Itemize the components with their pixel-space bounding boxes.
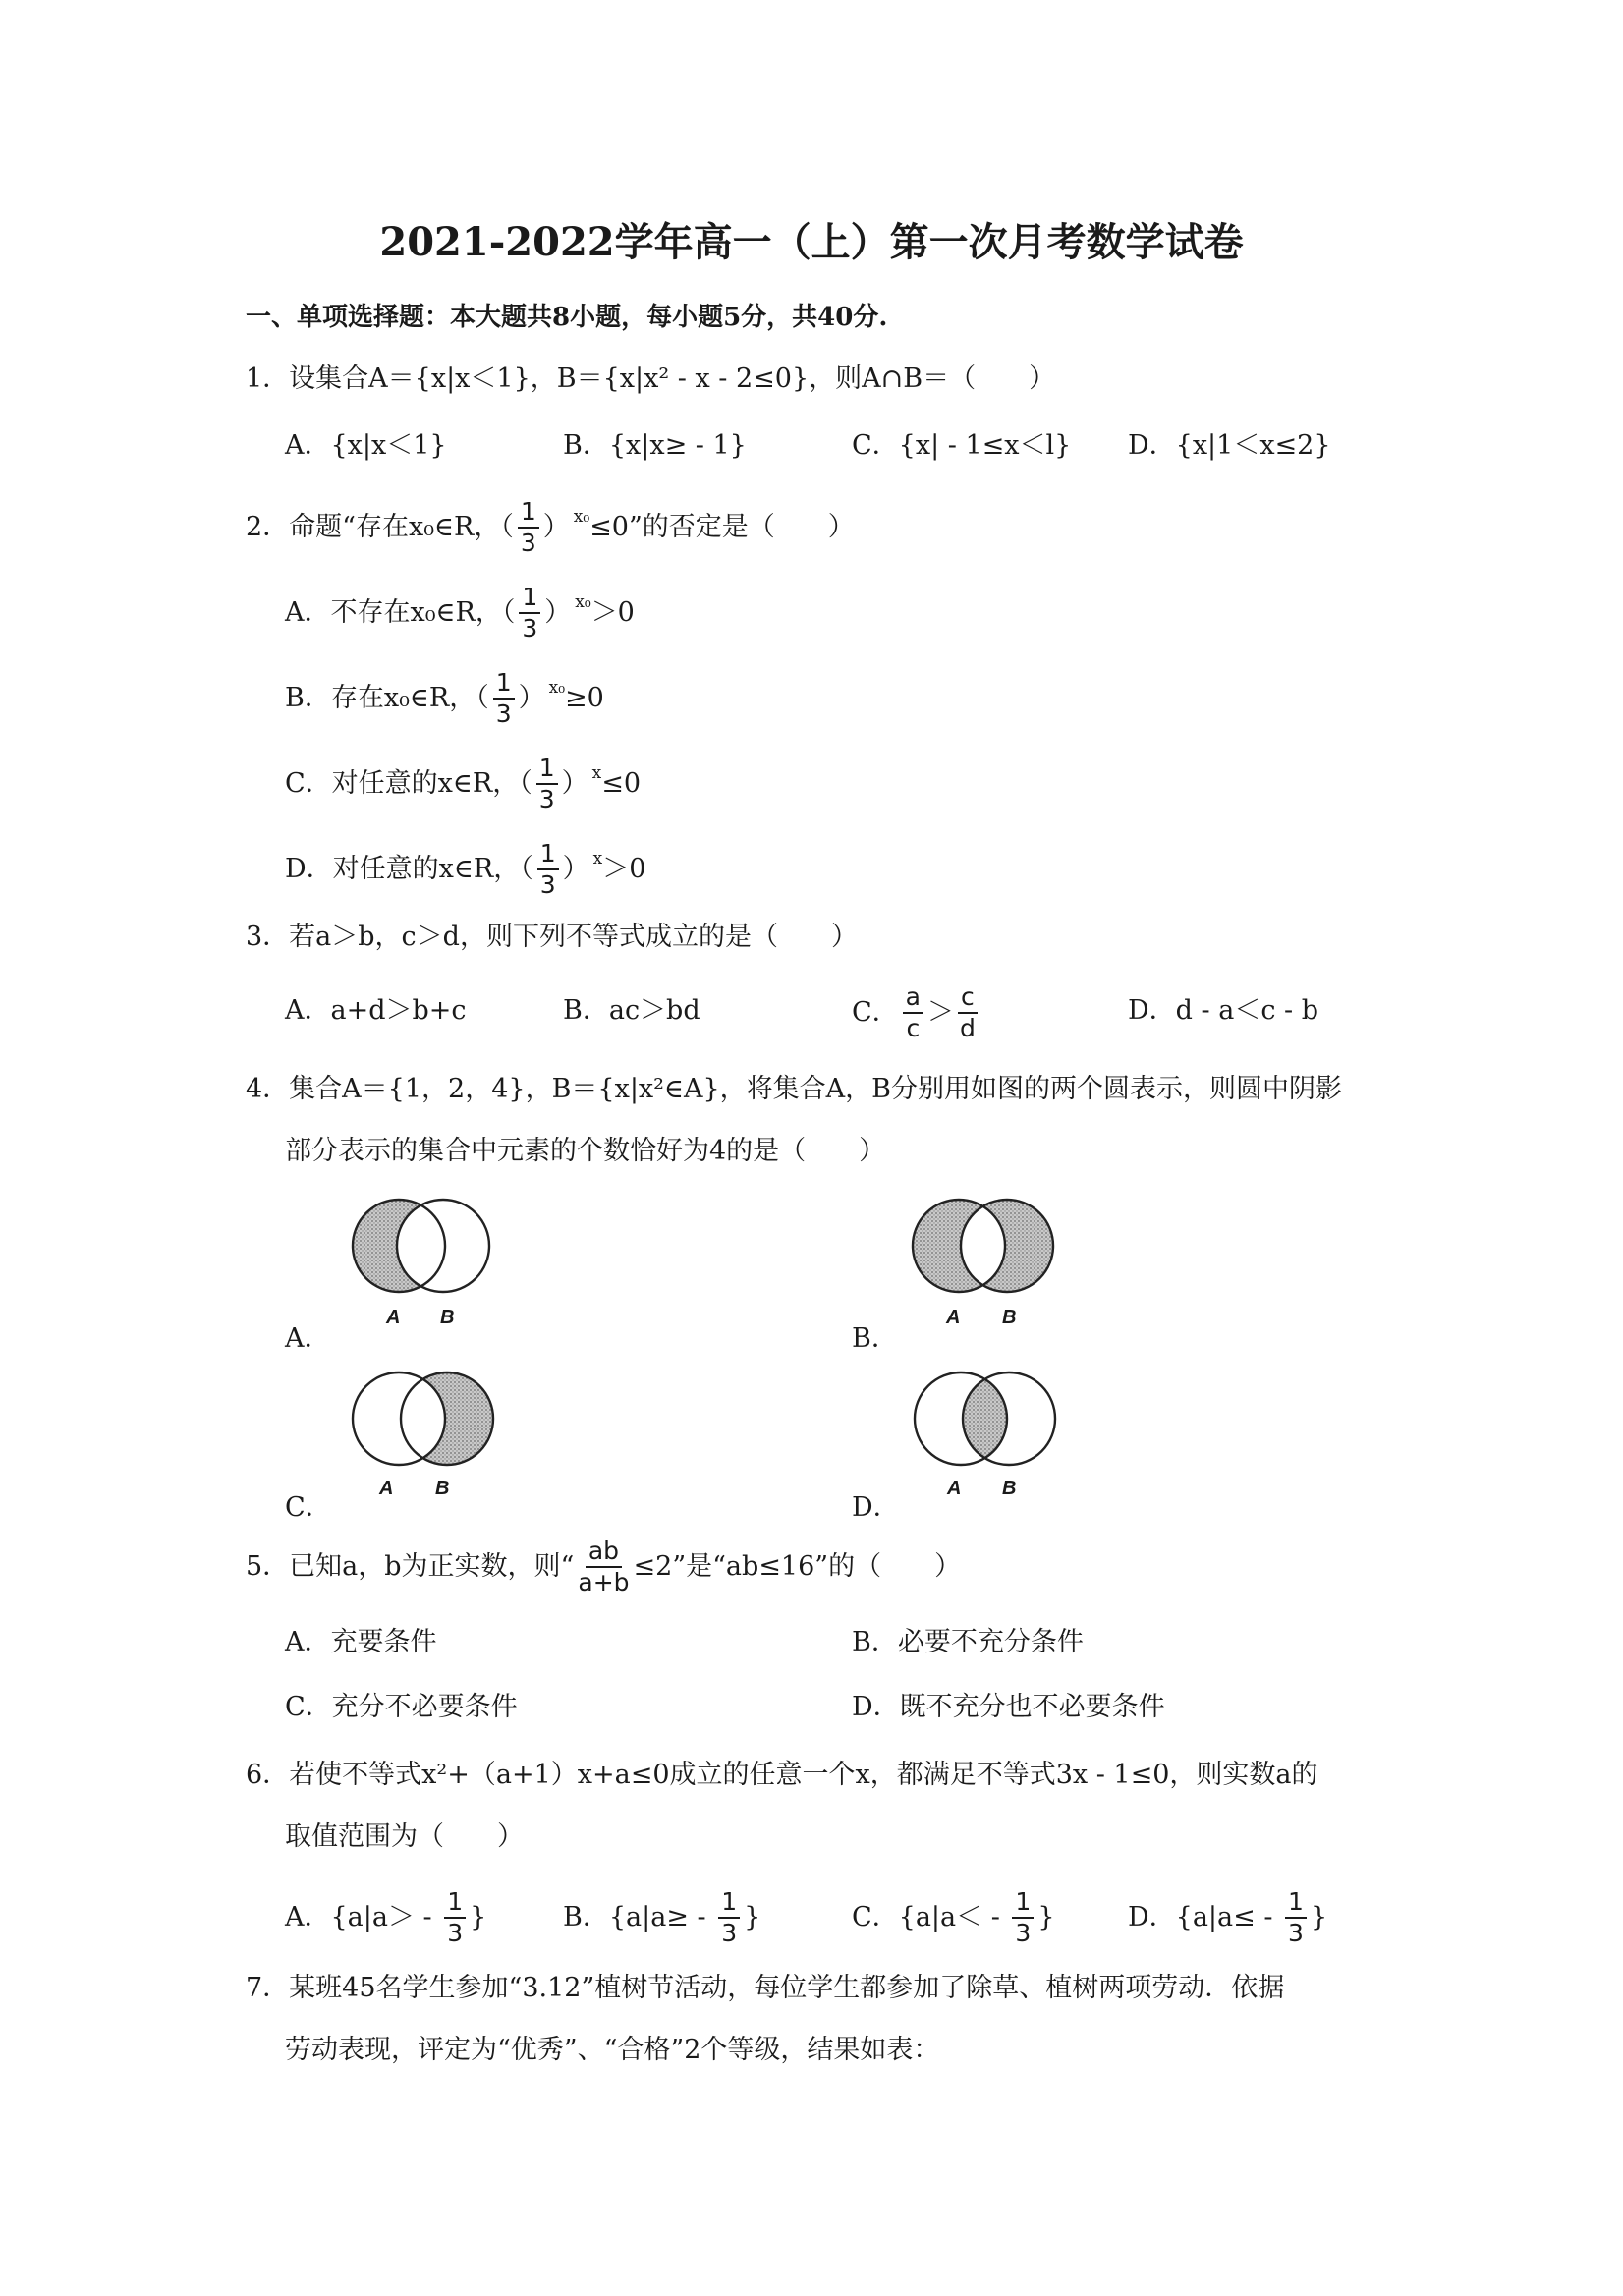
q3-stem: 3．若a＞b，c＞d，则下列不等式成立的是（ ） bbox=[246, 922, 858, 952]
q5-option-b: B．必要不充分条件 bbox=[852, 1627, 1084, 1657]
q5-stem: 5．已知a，b为正实数，则“ $\frac{ab}{a+b}$ ≤2”是“ab≤16”的（ ） bbox=[246, 1537, 962, 1597]
q4-option-b-label: B． bbox=[852, 1323, 898, 1354]
q6-stem-line1: 6．若使不等式x²+（a+1）x+a≤0成立的任意一个x，都满足不等式3x - 1≤0，则实数a的 bbox=[246, 1760, 1318, 1790]
page-title: 2021-2022学年高一（上）第一次月考数学试卷 bbox=[379, 219, 1244, 265]
q5-option-a: A．充要条件 bbox=[285, 1627, 437, 1657]
q5-option-d: D．既不充分也不必要条件 bbox=[852, 1692, 1165, 1722]
q3-option-c: C． $\frac{a}{c}$ ＞ $\frac{c}{d}$ bbox=[852, 982, 976, 1043]
q7-stem-line2: 劳动表现，评定为“优秀”、“合格”2个等级，结果如表： bbox=[285, 2035, 940, 2065]
q4-stem-line1: 4．集合A＝{1，2，4}，B＝{x|x²∈A}，将集合A，B分别用如图的两个圆表示，则圆中阴影 bbox=[246, 1074, 1342, 1104]
venn-diagram-c bbox=[336, 1370, 513, 1468]
q1-option-d: D．{x|1＜x≤2} bbox=[1128, 430, 1331, 461]
q6-option-d: D．{a|a≤ - $\frac{1}{3}$ } bbox=[1128, 1887, 1328, 1948]
venn-diagram-b bbox=[896, 1197, 1073, 1295]
q6-option-c: C．{a|a＜ - $\frac{1}{3}$ } bbox=[852, 1887, 1055, 1948]
venn-a-label-b: B bbox=[440, 1307, 455, 1328]
q7-stem-line1: 7．某班45名学生参加“3.12”植树节活动，每位学生都参加了除草、植树两项劳动．依据 bbox=[246, 1973, 1285, 2003]
fraction: $\frac{1}{3}$ bbox=[518, 499, 539, 557]
venn-a-label-a: A bbox=[386, 1307, 401, 1328]
venn-b-label-b: B bbox=[1002, 1307, 1017, 1328]
q5-option-c: C．充分不必要条件 bbox=[285, 1692, 518, 1722]
q4-stem-line2: 部分表示的集合中元素的个数恰好为4的是（ ） bbox=[285, 1136, 886, 1166]
q4-option-d-label: D． bbox=[852, 1492, 900, 1523]
q6-stem-line2: 取值范围为（ ） bbox=[285, 1821, 524, 1852]
q4-option-c-label: C． bbox=[285, 1492, 332, 1523]
q2-stem: 2．命题“存在x₀∈R，（ $\frac{1}{3}$ ） $^{x_0}$≤0”的否定是（ ） bbox=[246, 497, 855, 558]
venn-diagram-d bbox=[898, 1370, 1075, 1468]
q2-option-b: B．存在x₀∈R，（ $\frac{1}{3}$ ） $^{x_0}$≥0 bbox=[285, 668, 604, 729]
q2-option-a: A．不存在x₀∈R，（ $\frac{1}{3}$ ） $^{x_0}$＞0 bbox=[285, 583, 635, 644]
section-heading: 一、单项选择题：本大题共8小题，每小题5分，共40分. bbox=[246, 303, 888, 332]
q6-option-a: A．{a|a＞ - $\frac{1}{3}$ } bbox=[285, 1887, 487, 1948]
q2-option-c: C．对任意的x∈R，（ $\frac{1}{3}$ ） $^x$≤0 bbox=[285, 754, 642, 814]
q3-option-a: A．a+d＞b+c bbox=[285, 995, 467, 1026]
q1-option-c: C．{x| - 1≤x＜l} bbox=[852, 430, 1072, 461]
q2-option-d: D．对任意的x∈R，（ $\frac{1}{3}$ ） $^x$＞0 bbox=[285, 839, 646, 900]
q3-option-d: D．d - a＜c - b bbox=[1128, 995, 1319, 1026]
q1-stem: 1．设集合A＝{x|x＜1}，B＝{x|x² - x - 2≤0}，则A∩B＝（ ） bbox=[246, 364, 1056, 394]
venn-c-label-b: B bbox=[435, 1478, 450, 1499]
q1-option-a: A．{x|x＜1} bbox=[285, 430, 447, 461]
q3-option-b: B．ac＞bd bbox=[563, 995, 700, 1026]
venn-c-label-a: A bbox=[379, 1478, 394, 1499]
venn-b-label-a: A bbox=[946, 1307, 961, 1328]
venn-d-label-a: A bbox=[947, 1478, 962, 1499]
venn-diagram-a bbox=[336, 1197, 513, 1295]
q4-option-a-label: A． bbox=[285, 1323, 331, 1354]
q1-option-b: B．{x|x≥ - 1} bbox=[563, 430, 747, 461]
venn-d-label-b: B bbox=[1002, 1478, 1017, 1499]
q6-option-b: B．{a|a≥ - $\frac{1}{3}$ } bbox=[563, 1887, 761, 1948]
